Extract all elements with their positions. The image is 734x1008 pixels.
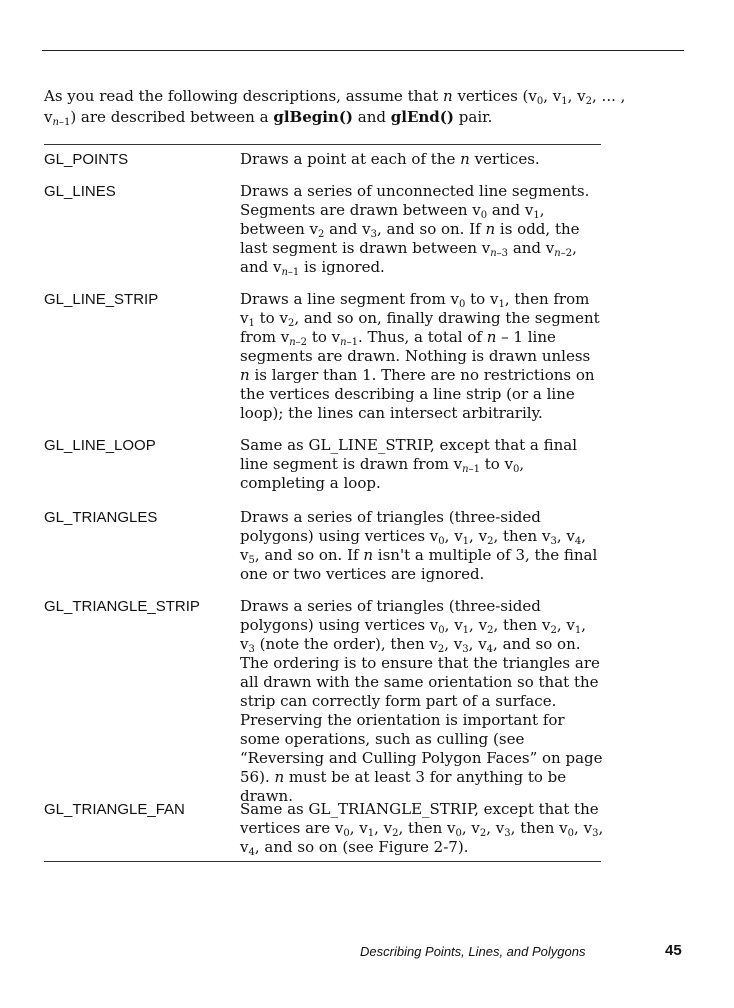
desc-segment: to v (307, 328, 341, 346)
desc-segment: to v (465, 290, 499, 308)
desc-segment: must be at least 3 for anything to be drawn. (240, 768, 567, 805)
entry-description (240, 436, 604, 493)
entry-term: GL_LINE_STRIP (44, 291, 159, 308)
desc-segment: 3 (370, 229, 377, 240)
table-bottom-rule (44, 861, 601, 862)
desc-segment: , and so on. If (254, 546, 364, 564)
entry-description (240, 800, 604, 857)
desc-segment: , then v (398, 819, 456, 837)
desc-segment: 1 (498, 299, 505, 310)
desc-segment: 2 (487, 536, 494, 547)
desc-segment: , v (486, 819, 505, 837)
desc-segment: and v (487, 201, 534, 219)
desc-segment: n (460, 150, 470, 168)
desc-segment: . Thus, a total of (357, 328, 487, 346)
desc-segment: 1 (367, 828, 375, 839)
entry-description (240, 182, 604, 277)
desc-segment: 3 (462, 644, 469, 655)
desc-segment: , completing a loop. (240, 455, 525, 492)
desc-segment: Draws a series of triangles (three-sided polygons) using vertices v (240, 597, 541, 634)
running-footer-title: Describing Points, Lines, and Polygons (360, 944, 586, 959)
entry-term: GL_LINE_LOOP (44, 437, 156, 454)
desc-segment: , v (240, 819, 604, 856)
entry-description (240, 508, 604, 584)
desc-segment: n–1 (340, 337, 358, 348)
desc-segment: isn't a multiple of 3, the final one or two vertices are ignored. (240, 546, 598, 583)
desc-segment: and v (508, 239, 555, 257)
desc-segment: 2 (437, 644, 445, 655)
desc-segment: , v (556, 527, 575, 545)
desc-segment: 0 (438, 536, 445, 547)
desc-segment: 1 (533, 210, 540, 221)
desc-segment: 0 (455, 828, 462, 839)
desc-segment: 0 (567, 828, 575, 839)
desc-segment: 3 (592, 828, 599, 839)
desc-segment: , v (374, 819, 393, 837)
desc-segment: 2 (487, 625, 494, 636)
desc-segment: Draws a line segment from v (240, 290, 460, 308)
desc-segment: is ignored. (299, 258, 385, 276)
desc-segment: 1 (248, 318, 255, 329)
desc-segment: n–1 (281, 267, 300, 278)
desc-segment: n–2 (289, 337, 308, 348)
desc-segment: , v (469, 616, 488, 634)
desc-segment: 1 (574, 625, 582, 636)
desc-segment: , then from v (240, 290, 590, 327)
desc-segment: , v (556, 616, 575, 634)
desc-segment: 0 (459, 299, 466, 310)
desc-segment: Same as GL_LINE_STRIP, except that a final line segment is drawn from v (240, 436, 578, 473)
desc-segment: n (486, 328, 497, 346)
desc-segment: , v (240, 616, 586, 653)
desc-segment: , and v (240, 239, 577, 276)
desc-segment: (note the order), then v (254, 635, 438, 653)
desc-segment: , v (444, 635, 463, 653)
desc-segment: , v (444, 616, 463, 634)
desc-segment: , v (444, 527, 463, 545)
desc-segment: , and so on. If (376, 220, 486, 238)
desc-segment: 3 (248, 644, 255, 655)
desc-segment: is odd, the last segment is drawn between v (240, 220, 580, 257)
desc-segment: n (485, 220, 496, 238)
entry-description (240, 150, 604, 169)
glbegin-keyword: glBegin() (273, 108, 354, 126)
desc-segment: 0 (438, 625, 445, 636)
desc-segment: , then v (510, 819, 568, 837)
desc-segment: 2 (392, 828, 399, 839)
desc-segment: , and so on, finally drawing the segment from v (240, 309, 600, 346)
desc-segment: 0 (513, 464, 520, 475)
desc-segment: Draws a point at each of the (240, 150, 461, 168)
desc-segment: 2 (479, 828, 487, 839)
desc-segment: , and so on. The ordering is to ensure that the triangles are all drawn with the same orientation so that the strip can correctly form part of a surface. Preserving the orientation is important for some operations, such as culling (see “Reversing and Culling Polygon Faces” on page 56). (240, 635, 603, 786)
desc-segment: vertices. (469, 150, 540, 168)
desc-segment: n–1 (462, 464, 480, 475)
entry-term: GL_POINTS (44, 151, 129, 168)
desc-segment: 3 (504, 828, 511, 839)
desc-segment: , v (468, 635, 487, 653)
table-top-rule (44, 144, 601, 145)
entry-term: GL_TRIANGLE_STRIP (44, 598, 200, 615)
desc-segment: n–2 (554, 248, 573, 259)
desc-segment: 1 (462, 536, 470, 547)
desc-segment: is larger than 1. There are no restrictions on the vertices describing a line strip (or a line loop); the lines can intersect arbitrarily. (240, 366, 595, 422)
desc-segment: 2 (287, 318, 295, 329)
entry-description (240, 290, 604, 423)
page-number: 45 (665, 942, 682, 959)
desc-segment: 5 (248, 555, 255, 566)
desc-segment: , v (469, 527, 488, 545)
top-rule (42, 50, 684, 51)
entry-description (240, 597, 604, 806)
desc-segment: 0 (480, 210, 488, 221)
desc-segment: , v (574, 819, 593, 837)
desc-segment: and v (324, 220, 371, 238)
desc-segment: n (274, 768, 285, 786)
glend-keyword: glEnd() (390, 108, 454, 126)
desc-segment: Same as GL_TRIANGLE_STRIP, except that the vertices are v (240, 800, 599, 837)
desc-segment: 1 (462, 625, 470, 636)
desc-segment: 4 (574, 536, 582, 547)
desc-segment: 4 (248, 847, 255, 858)
entry-term: GL_TRIANGLES (44, 509, 158, 526)
desc-segment: , v (461, 819, 480, 837)
desc-segment: , v (349, 819, 368, 837)
desc-segment: 0 (343, 828, 350, 839)
desc-segment: Draws a series of unconnected line segments. Segments are drawn between v (240, 182, 590, 219)
desc-segment: , v (240, 527, 586, 564)
desc-segment: to v (254, 309, 288, 327)
desc-segment: , and so on (see Figure 2-7). (254, 838, 469, 856)
desc-segment: 2 (318, 229, 325, 240)
desc-segment: , between v (240, 201, 545, 238)
desc-segment: , then v (493, 527, 551, 545)
desc-segment: – 1 line segments are drawn. Nothing is drawn unless (240, 328, 591, 365)
desc-segment: n (240, 366, 250, 384)
desc-segment: 4 (486, 644, 494, 655)
desc-segment: , then v (493, 616, 551, 634)
desc-segment: 3 (550, 536, 557, 547)
intro-paragraph: As you read the following descriptions, assume that n vertices ($v_0$, $v_1$, $v_2$, ... , $v_{n-1}$) are described between a glBegin() and glEnd() pair. (44, 87, 626, 128)
desc-segment: Draws a series of triangles (three-sided polygons) using vertices v (240, 508, 541, 545)
desc-segment: n–3 (490, 248, 509, 259)
desc-segment: to v (479, 455, 514, 473)
entry-term: GL_LINES (44, 183, 116, 200)
desc-segment: 2 (550, 625, 557, 636)
desc-segment: n (363, 546, 374, 564)
entry-term: GL_TRIANGLE_FAN (44, 801, 185, 818)
